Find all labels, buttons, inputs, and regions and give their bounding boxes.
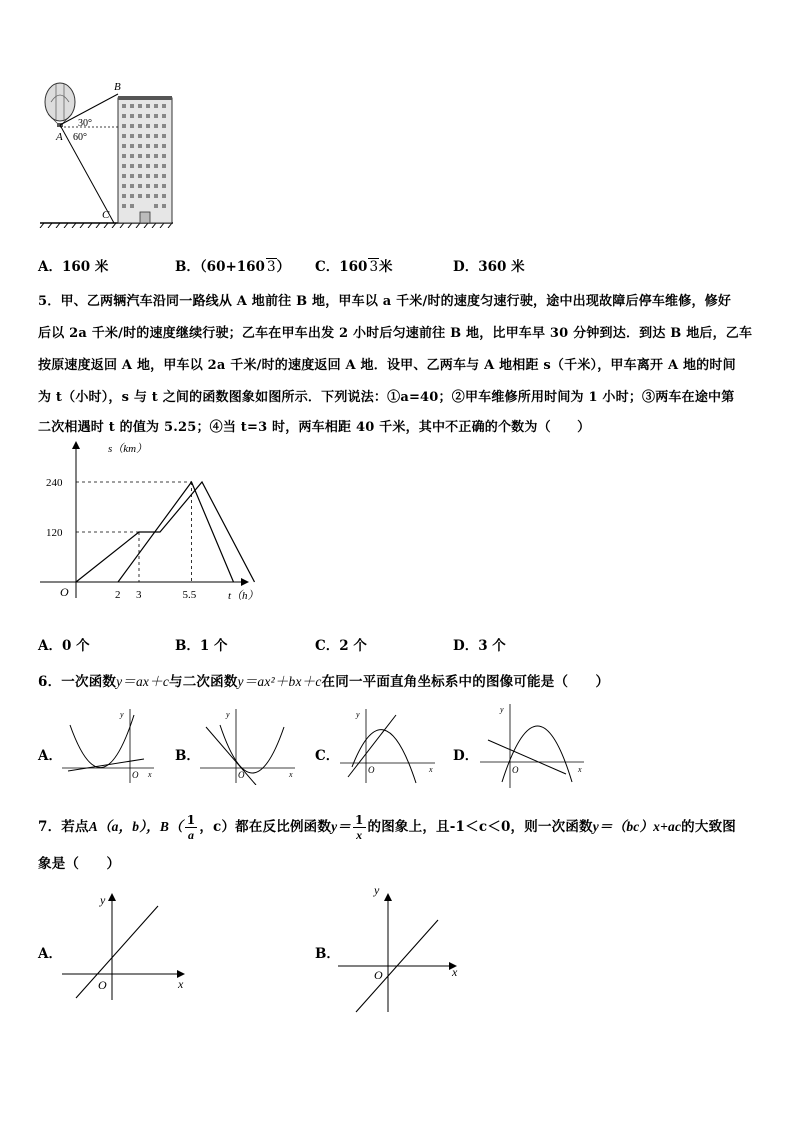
q6-graph-a[interactable] bbox=[62, 705, 157, 785]
q5-xtick-3: 3 bbox=[136, 589, 142, 601]
label-angle-60: 60° bbox=[73, 132, 87, 143]
q5-option-a[interactable]: A．0 个 bbox=[38, 638, 90, 654]
svg-text:O: O bbox=[512, 765, 519, 775]
svg-text:O: O bbox=[132, 770, 139, 780]
q5-option-c[interactable]: C．2 个 bbox=[315, 638, 367, 654]
svg-text:x: x bbox=[452, 965, 458, 979]
svg-text:y: y bbox=[100, 893, 106, 907]
svg-text:y: y bbox=[374, 883, 380, 897]
q5-option-b[interactable]: B．1 个 bbox=[175, 638, 228, 654]
svg-text:y: y bbox=[500, 705, 504, 714]
q5-chart bbox=[38, 438, 278, 608]
svg-text:x: x bbox=[578, 765, 582, 774]
label-c: C bbox=[102, 209, 110, 221]
q6-option-b-label[interactable]: B． bbox=[175, 748, 200, 764]
svg-text:y: y bbox=[356, 710, 360, 719]
svg-text:O: O bbox=[238, 770, 245, 780]
q5-line-4: 为 t（小时），s 与 t 之间的函数图象如图所示．下列说法：①a=40；②甲车维修所用时间为 1 小时；③两车在途中第 bbox=[38, 390, 735, 405]
q7-option-a-label[interactable]: A． bbox=[38, 946, 62, 962]
q4-option-a[interactable]: A．160 米 bbox=[38, 259, 109, 275]
q5-xlabel: t（h） bbox=[228, 590, 259, 602]
q6-stem: 6．一次函数y＝ax＋c与二次函数y＝ax²＋bx＋c在同一平面直角坐标系中的图像可能是（ ） bbox=[38, 674, 610, 690]
q5-series-yi bbox=[118, 482, 234, 582]
q7-graph-a[interactable] bbox=[58, 886, 193, 1001]
q7-option-b-label[interactable]: B． bbox=[315, 946, 340, 962]
q4-option-d[interactable]: D．360 米 bbox=[453, 259, 525, 275]
svg-text:y: y bbox=[120, 710, 124, 719]
q5-xtick-2: 2 bbox=[115, 589, 121, 601]
label-angle-30: 30° bbox=[78, 118, 92, 129]
q6-option-c-label[interactable]: C． bbox=[315, 748, 340, 764]
svg-text:x: x bbox=[429, 765, 433, 774]
q6-graph-d[interactable] bbox=[480, 700, 590, 790]
label-b: B bbox=[114, 81, 121, 93]
q5-line-5: 二次相遇时 t 的值为 5.25；④当 t=3 时，两车相距 40 千米，其中不正确的个数为（ ） bbox=[38, 420, 591, 435]
svg-text:O: O bbox=[98, 978, 107, 992]
q6-option-a-label[interactable]: A． bbox=[38, 748, 62, 764]
balloon-icon bbox=[45, 83, 75, 127]
svg-text:O: O bbox=[368, 765, 375, 775]
q5-ylabel: s（km） bbox=[108, 443, 148, 455]
q4-figure bbox=[38, 78, 178, 228]
q5-line-3: 按原速度返回 A 地，甲车以 2a 千米/时的速度返回 A 地．设甲、乙两车与 A 地相距 s（千米），甲车离开 A 地的时间 bbox=[38, 358, 736, 373]
q5-line-1: 5．甲、乙两辆汽车沿同一路线从 A 地前往 B 地，甲车以 a 千米/时的速度匀速行驶，途中出现故障后停车维修，修好 bbox=[38, 294, 732, 309]
q6-graph-b[interactable] bbox=[200, 705, 300, 785]
svg-text:x: x bbox=[148, 770, 152, 779]
svg-text:O: O bbox=[374, 968, 383, 982]
svg-text:x: x bbox=[178, 977, 184, 991]
q7-stem-line-2: 象是（ ） bbox=[38, 856, 121, 872]
q5-xtick-5.5: 5.5 bbox=[182, 589, 197, 601]
q7-stem-line-1: 7．若点A（a，b），B（ $\frac{1}{a}$ ，c）都在反比例函数y＝ $\frac{1}{x}$ 的图象上，且-1＜c＜0，则一次函数y＝（bc）x+ac的大致图 bbox=[38, 813, 736, 842]
q5-ytick-240: 240 bbox=[46, 477, 63, 489]
svg-text:y: y bbox=[226, 710, 230, 719]
q5-line-2: 后以 2a 千米/时的速度继续行驶；乙车在甲车出发 2 小时后匀速前往 B 地，比甲车早 30 分钟到达．到达 B 地后，乙车 bbox=[38, 326, 753, 341]
q5-option-d[interactable]: D．3 个 bbox=[453, 638, 506, 654]
q4-option-c[interactable]: C．160 3米 bbox=[315, 259, 393, 275]
q7-graph-b[interactable] bbox=[334, 880, 469, 1015]
q6-option-d-label[interactable]: D． bbox=[453, 748, 479, 764]
building-door bbox=[140, 212, 150, 223]
q5-origin: O bbox=[60, 585, 69, 599]
label-a: A bbox=[56, 131, 63, 143]
svg-text:x: x bbox=[289, 770, 293, 779]
q6-graph-c[interactable] bbox=[340, 705, 440, 785]
q5-ytick-120: 120 bbox=[46, 527, 63, 539]
q4-option-b[interactable]: B．（60+160 3） bbox=[175, 259, 291, 275]
